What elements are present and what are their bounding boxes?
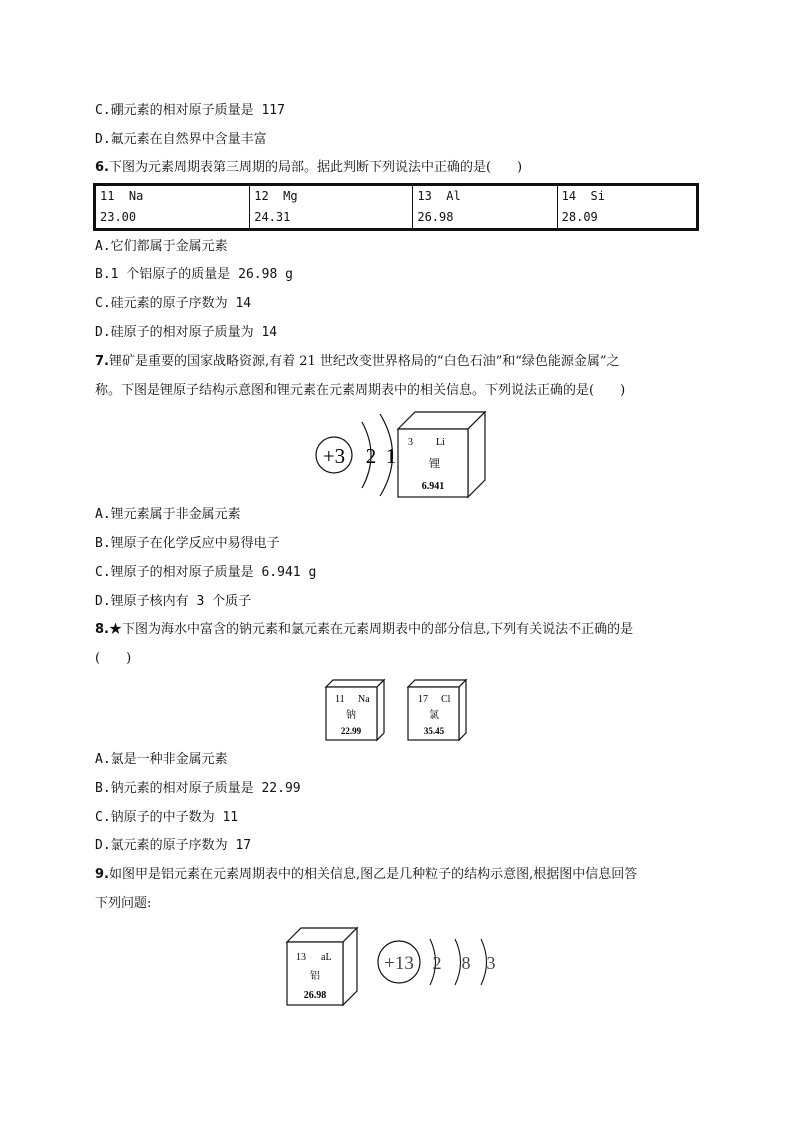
q8-option-b: B.钠元素的相对原子质量是 22.99 [95,781,301,796]
question-8 [95,620,633,640]
question-9-line2: 下列问题: [95,896,152,911]
atomic-number: 3 [408,437,413,448]
q6-option-b: B.1 个铝原子的质量是 26.98 g [95,267,293,282]
question-6 [95,158,522,178]
atomic-number: 13 [296,952,306,963]
shell-1-electrons: 2 [365,444,377,468]
na-cl-figure [322,676,472,744]
element-na-mass: 23.00 [100,210,137,224]
atomic-mass: 6.941 [421,481,445,492]
q6-option-c: C.硅元素的原子序数为 14 [95,296,252,311]
element-symbol: Cl [441,694,451,705]
lithium-element-cube [398,412,485,497]
element-si-header: 14 Si [557,185,697,208]
lithium-atom-diagram [316,414,396,496]
element-mg-header: 12 Mg [250,185,413,208]
sodium-element-cube [326,680,384,740]
question-7-line2: 称。下图是锂原子结构示意图和锂元素在元素周期表中的相关信息。下列说法正确的是( ) [95,383,626,398]
element-name: 钠 [346,710,356,721]
q5-option-d: D.氟元素在自然界中含量丰富 [95,132,267,147]
question-7 [95,352,620,372]
aluminum-figure [283,924,505,1010]
atomic-mass: 22.99 [340,726,362,736]
q8-option-d: D.氯元素的原子序数为 17 [95,838,252,853]
q8-option-a: A.氯是一种非金属元素 [95,752,228,767]
q5-option-c: C.硼元素的相对原子质量是 117 [95,103,285,118]
atomic-number: 11 [335,694,345,705]
periodic-table-row [93,183,699,231]
shell-2-electrons: 8 [461,953,471,973]
aluminum-element-cube [287,928,357,1005]
element-si-mass: 28.09 [557,207,697,230]
question-text: 下图为元素周期表第三周期的局部。据此判断下列说法中正确的是( ) [108,160,523,175]
q7-option-b: B.锂原子在化学反应中易得电子 [95,536,280,551]
nucleus-charge: +13 [384,953,414,974]
shell-2-electrons: 1 [385,444,397,468]
q7-option-d: D.锂原子核内有 3 个质子 [95,594,252,609]
question-text: 锂矿是重要的国家战略资源,有着 21 世纪改变世界格局的“白色石油”和“绿色能源金属”之 [108,354,620,369]
element-symbol: Li [436,437,445,448]
question-8-line2: ( ) [95,651,132,666]
element-al-mass: 26.98 [413,207,557,230]
question-number: 7. [95,354,109,369]
nucleus-charge: +3 [322,444,346,468]
question-number: 8. [95,622,109,637]
q7-option-a: A.锂元素属于非金属元素 [95,507,241,522]
shell-3-electrons: 3 [486,953,496,973]
question-text: ★下图为海水中富含的钠元素和氯元素在元素周期表中的部分信息,下列有关说法不正确的是 [108,622,634,637]
question-number: 6. [95,160,109,175]
question-9 [95,865,637,885]
shell-1-electrons: 2 [432,953,442,973]
q6-option-d: D.硅原子的相对原子质量为 14 [95,325,278,340]
atomic-mass: 26.98 [303,990,327,1001]
atomic-number: 17 [418,694,428,705]
element-symbol: aL [321,952,332,963]
atomic-mass: 35.45 [423,726,445,736]
element-na-header: 11 Na [100,189,144,203]
element-symbol: Na [358,694,370,705]
element-name: 氯 [429,710,439,721]
element-mg-mass: 24.31 [250,207,413,230]
q7-option-c: C.锂原子的相对原子质量是 6.941 g [95,565,317,580]
element-name: 铝 [310,971,320,982]
element-name: 锂 [429,458,440,470]
question-number: 9. [95,867,109,882]
lithium-figure [310,410,500,502]
q8-option-c: C.钠原子的中子数为 11 [95,810,239,825]
chlorine-element-cube [408,680,466,740]
q6-option-a: A.它们都属于金属元素 [95,239,228,254]
element-al-header: 13 Al [413,185,557,208]
aluminum-atom-diagram [378,939,496,985]
electron-shell-arc [455,939,461,985]
question-text: 如图甲是铝元素在元素周期表中的相关信息,图乙是几种粒子的结构示意图,根据图中信息回答 [108,867,638,882]
